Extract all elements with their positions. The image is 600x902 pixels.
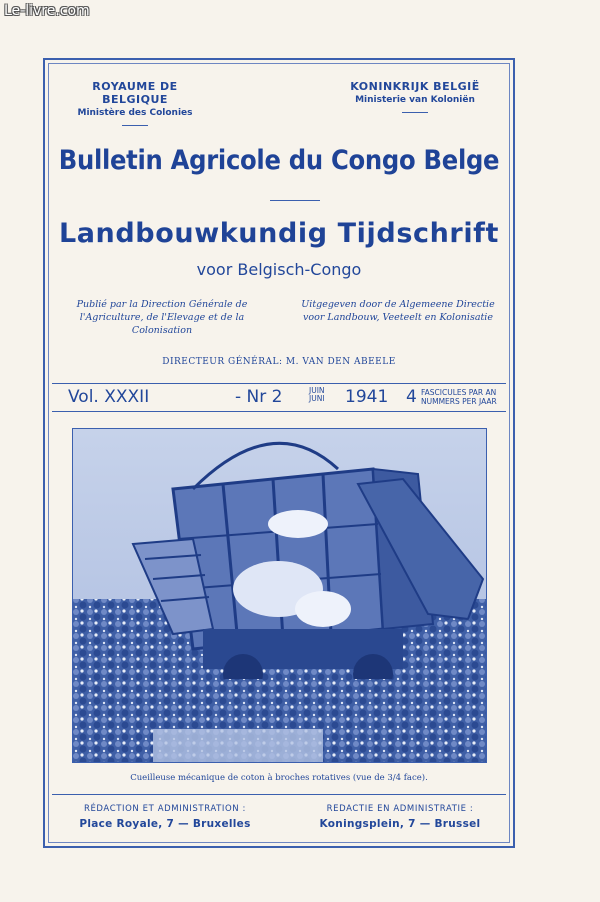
month-dutch: JUNI [309, 394, 325, 403]
issue-year: 1941 [345, 387, 389, 407]
divider [270, 200, 320, 201]
director-general: DIRECTEUR GÉNÉRAL: M. VAN DEN ABEELE [162, 357, 396, 367]
title-french: Bulletin Agricole du Congo Belge [58, 145, 500, 176]
divider [52, 794, 506, 795]
title-dutch-subtitle: voor Belgisch-Congo [196, 260, 362, 279]
divider [52, 411, 506, 412]
volume: Vol. XXXII [68, 387, 150, 407]
footer-left [60, 804, 270, 830]
fascicles-french: FASCICULES PAR AN [421, 388, 497, 397]
footer-right [295, 804, 505, 830]
watermark: Le-livre.com [4, 3, 90, 19]
divider [52, 383, 506, 384]
header-right [340, 80, 490, 113]
header-left-title: ROYAUME DE BELGIQUE [92, 80, 178, 106]
footer-right-label: REDACTIE EN ADMINISTRATIE : [326, 804, 474, 814]
fascicles-dutch: NUMMERS PER JAAR [421, 397, 497, 406]
issue-month [309, 387, 339, 403]
divider [122, 125, 148, 126]
header-right-title: KONINKRIJK BELGIË [350, 80, 480, 93]
cotton-picker-photo [72, 428, 487, 763]
footer-left-address: Place Royale, 7 — Bruxelles [79, 818, 251, 830]
header-left-subtitle: Ministère des Colonies [77, 108, 193, 118]
issue-number: - Nr 2 [235, 387, 283, 407]
fascicles-count: 4 [406, 387, 417, 407]
photo-illustration [73, 429, 487, 763]
header-right-subtitle: Ministerie van Koloniën [355, 95, 475, 105]
fascicles-label [421, 388, 511, 406]
footer-left-label: RÉDACTION ET ADMINISTRATION : [83, 804, 247, 814]
divider [402, 112, 428, 113]
footer-right-address: Koningsplein, 7 — Brussel [319, 818, 481, 830]
publisher-french: Publié par la Direction Générale de l'Agriculture, de l'Elevage et de la Colonisation [76, 299, 248, 336]
month-french: JUIN [309, 386, 325, 395]
issue-line [52, 385, 506, 411]
header-left [60, 80, 210, 126]
photo-caption: Cueilleuse mécanique de coton à broches rotatives (vue de 3/4 face). [130, 773, 428, 783]
publisher-dutch: Uitgegeven door de Algemeene Directie voor Landbouw, Veeteelt en Kolonisatie [301, 299, 495, 323]
title-dutch: Landbouwkundig Tijdschrift [58, 218, 500, 249]
